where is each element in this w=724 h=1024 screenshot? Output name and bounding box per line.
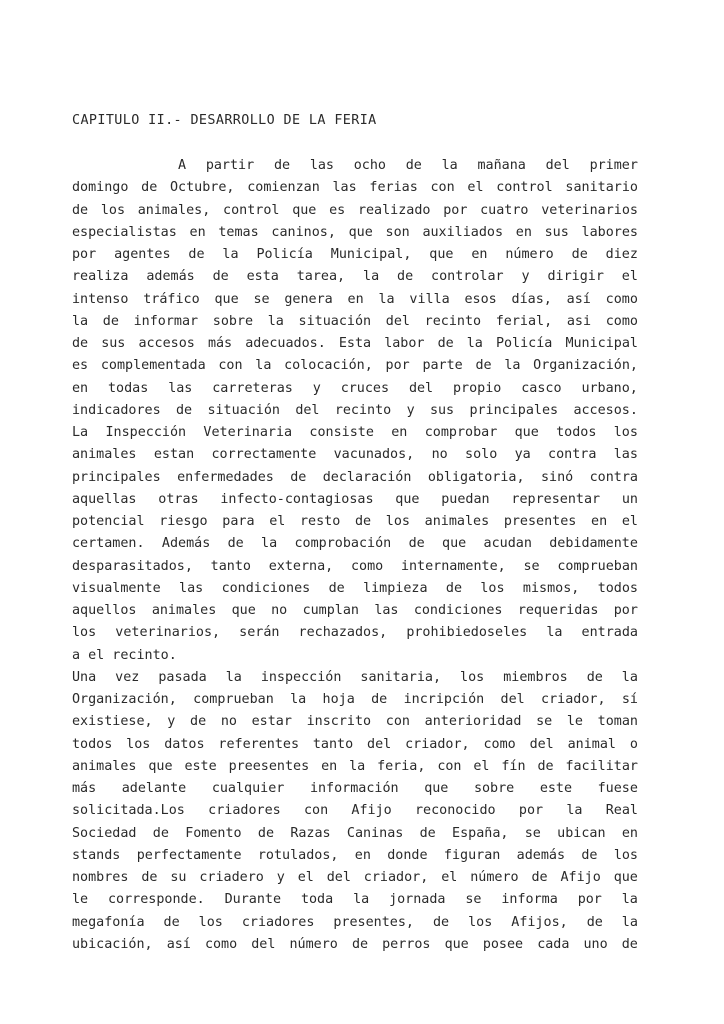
- text-line: certamen. Además de la comprobación de que acudan debidamente: [72, 536, 638, 552]
- text-line: nombres de su criadero y el del criador, el número de Afijo que: [72, 870, 638, 885]
- text-line: le corresponde. Durante toda la jornada se informa por la: [72, 892, 638, 908]
- text-line: la de informar sobre la situación del recinto ferial, asi como: [72, 313, 638, 329]
- text-line: solicitada.Los criadores con Afijo reconocido por la Real: [72, 803, 638, 819]
- text-line: megafonía de los criadores presentes, de los Afijos, de la: [72, 914, 638, 930]
- text-line: intenso tráfico que se genera en la villa esos días, así como: [72, 291, 638, 307]
- text-line: indicadores de situación del recinto y sus principales accesos.: [72, 402, 638, 418]
- text-line: aquellos animales que no cumplan las condiciones requeridas por: [72, 603, 638, 618]
- text-line: realiza además de esta tarea, la de controlar y dirigir el: [72, 269, 638, 285]
- text-line: de sus accesos más adecuados. Esta labor de la Policía Municipal: [72, 336, 638, 351]
- text-line: desparasitados, tanto externa, como internamente, se comprueban: [72, 558, 638, 574]
- chapter-heading: CAPITULO II.- DESARROLLO DE LA FERIA: [72, 113, 377, 128]
- text-line: todos los datos referentes tanto del criador, como del animal o: [72, 736, 638, 752]
- text-line: por agentes de la Policía Municipal, que en número de diez: [72, 247, 638, 262]
- text-line: principales enfermedades de declaración obligatoria, sinó contra: [72, 469, 638, 485]
- text-line: en todas las carreteras y cruces del propio casco urbano,: [72, 380, 638, 396]
- text-line: Una vez pasada la inspección sanitaria, los miembros de la: [72, 669, 638, 685]
- text-line: aquellas otras infecto-contagiosas que puedan representar un: [72, 491, 638, 507]
- text-line: más adelante cualquier información que sobre este fuese: [72, 781, 638, 796]
- text-line: a el recinto.: [72, 647, 177, 663]
- text-line: animales que este preesentes en la feria, con el fín de facilitar: [72, 758, 638, 774]
- text-line: ubicación, así como del número de perros que posee cada uno de: [72, 936, 638, 952]
- text-line: A partir de las ocho de la mañana del primer: [178, 158, 638, 173]
- text-line: visualmente las condiciones de limpieza de los mismos, todos: [72, 580, 638, 596]
- text-line: La Inspección Veterinaria consiste en comprobar que todos los: [72, 425, 638, 440]
- text-line: de los animales, control que es realizado por cuatro veterinarios: [72, 202, 638, 218]
- text-line: Organización, comprueban la hoja de incripción del criador, sí: [72, 692, 638, 707]
- text-line: stands perfectamente rotulados, en donde figuran además de los: [72, 847, 638, 863]
- text-line: domingo de Octubre, comienzan las ferias con el control sanitario: [72, 180, 638, 196]
- text-line: existiese, y de no estar inscrito con anterioridad se le toman: [72, 714, 638, 730]
- text-line: animales estan correctamente vacunados, no solo ya contra las: [72, 447, 638, 463]
- text-line: potencial riesgo para el resto de los animales presentes en el: [72, 514, 638, 529]
- text-line: los veterinarios, serán rechazados, prohibiedoseles la entrada: [72, 625, 638, 641]
- text-line: Sociedad de Fomento de Razas Caninas de España, se ubican en: [72, 825, 638, 841]
- text-line: especialistas en temas caninos, que son auxiliados en sus labores: [72, 224, 638, 240]
- body-text: [72, 155, 638, 956]
- text-line: es complementada con la colocación, por parte de la Organización,: [72, 358, 638, 374]
